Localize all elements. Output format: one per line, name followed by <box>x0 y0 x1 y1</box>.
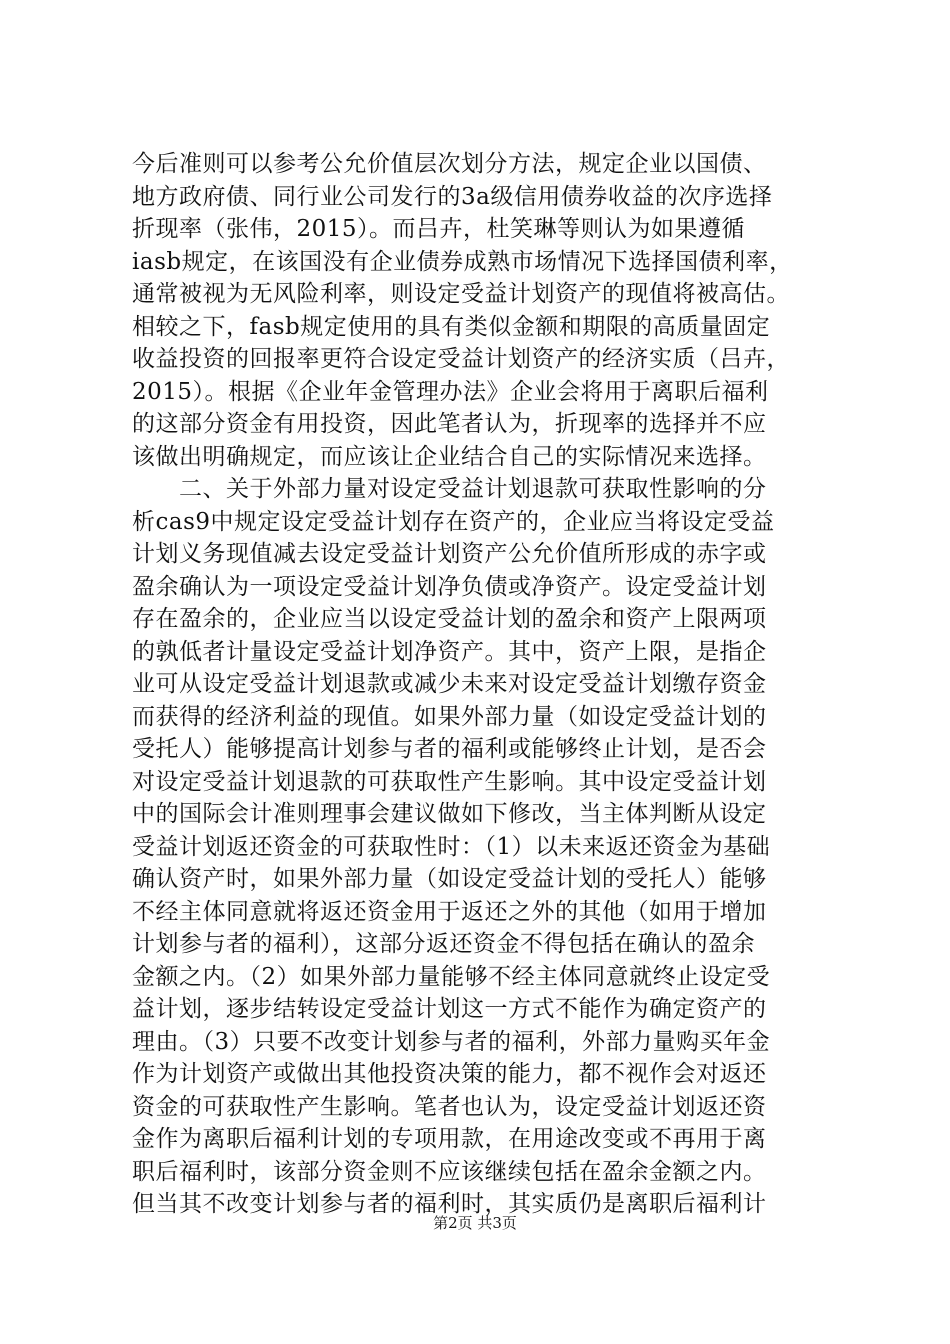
text-line: 不经主体同意就将返还资金用于返还之外的其他（如用于增加 <box>132 898 767 925</box>
text-line: 而获得的经济利益的现值。如果外部力量（如设定受益计划的 <box>132 703 767 730</box>
text-line: 的这部分资金有用投资，因此笔者认为，折现率的选择并不应 <box>132 411 767 437</box>
text-line: 存在盈余的，企业应当以设定受益计划的盈余和资产上限两项 <box>132 606 767 632</box>
text-line: 二、关于外部力量对设定受益计划退款可获取性影响的分 <box>132 476 767 502</box>
text-line: 析cas9中规定设定受益计划存在资产的，企业应当将设定受益 <box>132 508 775 535</box>
text-line: iasb规定，在该国没有企业债券成熟市场情况下选择国债利率， <box>132 248 793 275</box>
text-line: 但当其不改变计划参与者的福利时，其实质仍是离职后福利计 <box>132 1191 767 1217</box>
text-line: 计划义务现值减去设定受益计划资产公允价值所形成的赤字或 <box>132 541 767 567</box>
text-line: 计划参与者的福利），这部分返还资金不得包括在确认的盈余 <box>132 931 755 957</box>
text-line: 确认资产时，如果外部力量（如设定受益计划的受托人）能够 <box>132 866 767 892</box>
text-line: 业可从设定受益计划退款或减少未来对设定受益计划缴存资金 <box>132 671 767 697</box>
page-footer: 第2页 共3页 <box>433 1214 517 1232</box>
text-line: 金额之内。（2）如果外部力量能够不经主体同意就终止设定受 <box>132 963 771 990</box>
text-line: 的孰低者计量设定受益计划净资产。其中，资产上限，是指企 <box>132 638 767 665</box>
text-line: 金作为离职后福利计划的专项用款，在用途改变或不再用于离 <box>132 1126 767 1152</box>
text-line: 理由。（3）只要不改变计划参与者的福利，外部力量购买年金 <box>132 1028 771 1055</box>
text-line: 相较之下，fasb规定使用的具有类似金额和期限的高质量固定 <box>132 313 771 340</box>
text-line: 该做出明确规定，而应该让企业结合自己的实际情况来选择。 <box>132 443 767 470</box>
text-line: 作为计划资产或做出其他投资决策的能力，都不视作会对返还 <box>132 1061 767 1087</box>
text-line: 地方政府债、同行业公司发行的3a级信用债券收益的次序选择 <box>132 183 773 210</box>
text-line: 对设定受益计划退款的可获取性产生影响。其中设定受益计划 <box>132 768 767 795</box>
text-line: 资金的可获取性产生影响。笔者也认为，设定受益计划返还资 <box>132 1093 767 1120</box>
text-line: 益计划，逐步结转设定受益计划这一方式不能作为确定资产的 <box>132 996 767 1022</box>
text-line: 职后福利时，该部分资金则不应该继续包括在盈余金额之内。 <box>132 1158 767 1185</box>
text-line: 2015）。根据《企业年金管理办法》企业会将用于离职后福利 <box>132 378 769 405</box>
text-line: 盈余确认为一项设定受益计划净负债或净资产。设定受益计划 <box>132 573 767 600</box>
text-line: 中的国际会计准则理事会建议做如下修改，当主体判断从设定 <box>132 801 767 827</box>
text-line: 受益计划返还资金的可获取性时：（1）以未来返还资金为基础 <box>132 833 771 860</box>
text-line: 通常被视为无风险利率，则设定受益计划资产的现值将被高估。 <box>132 281 790 307</box>
text-line: 受托人）能够提高计划参与者的福利或能够终止计划，是否会 <box>132 736 767 762</box>
text-line: 今后准则可以参考公允价值层次划分方法，规定企业以国债、 <box>132 151 767 177</box>
body-text <box>132 148 832 1221</box>
text-line: 折现率（张伟，2015）。而吕卉，杜笑琳等则认为如果遵循 <box>132 216 746 242</box>
text-line: 收益投资的回报率更符合设定受益计划资产的经济实质（吕卉， <box>132 346 790 372</box>
